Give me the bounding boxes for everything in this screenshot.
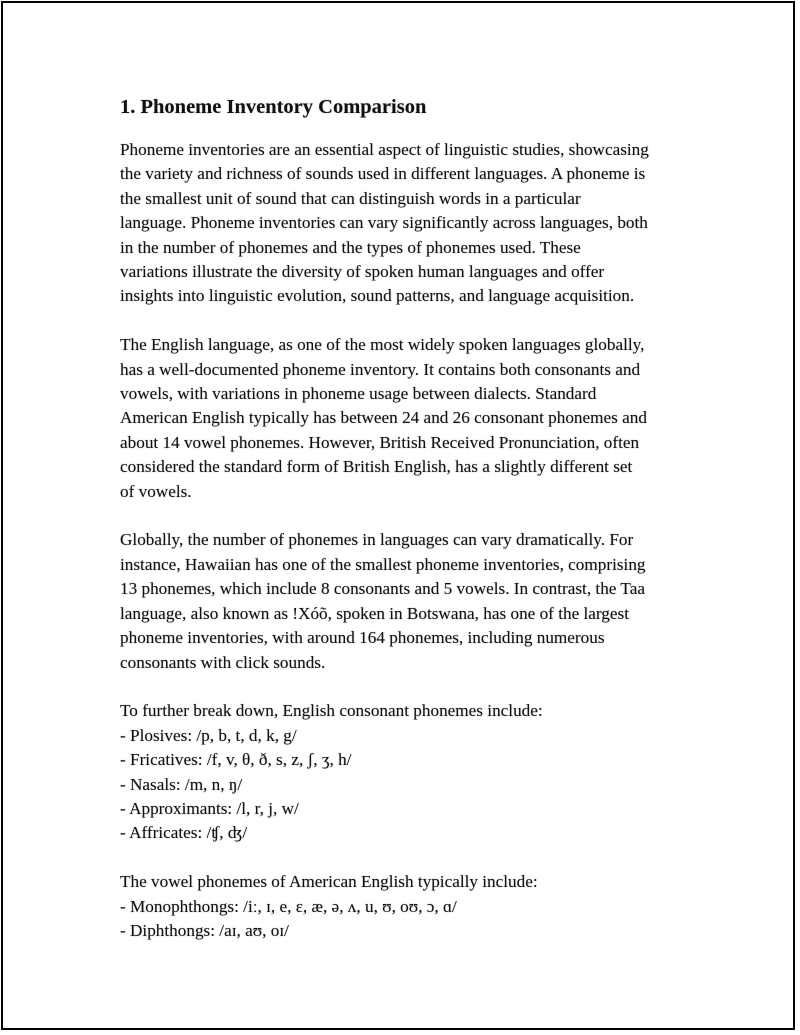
paragraph-global: Globally, the number of phonemes in languages can vary dramatically. For instance, Hawaiian has one of the smallest phoneme inventories, comprising 13 phonemes, which include 8 consonants and 5 vowels. In contrast, the Taa language, also known as !Xóõ, spoken in Botswana, has one of the largest phoneme inventories, with around 164 phonemes, including numerous consonants with click sounds.	[120, 530, 646, 672]
paragraph-vowels: The vowel phonemes of American English typically include: - Monophthongs: /iː, ɪ, e, ɛ, æ, ə, ʌ, u, ʊ, oʊ, ɔ, ɑ/ - Diphthongs: /aɪ, aʊ, oɪ/	[120, 872, 538, 940]
document-content	[119, 93, 699, 968]
paragraph-intro: Phoneme inventories are an essential aspect of linguistic studies, showcasing the variety and richness of sounds used in different languages. A phoneme is the smallest unit of sound that can distinguish words in a particular language. Phoneme inventories can vary significantly across languages, both in the number of phonemes and the types of phonemes used. These variations illustrate the diversity of spoken human languages and offer insights into linguistic evolution, sound patterns, and language acquisition.	[120, 140, 649, 306]
paragraph-english: The English language, as one of the most widely spoken languages globally, has a well-documented phoneme inventory. It contains both consonants and vowels, with variations in phoneme usage between dialects. Standard American English typically has between 24 and 26 consonant phonemes and about 14 vowel phonemes. However, British Received Pronunciation, often considered the standard form of British English, has a slightly different set of vowels.	[120, 335, 647, 501]
paragraph-consonants: To further break down, English consonant phonemes include: - Plosives: /p, b, t, d, k, g/ - Fricatives: /f, v, θ, ð, s, z, ʃ, ʒ, h/ - Nasals: /m, n, ŋ/ - Approximants: /l, r, j, w/ - Affricates: /ʧ, ʤ/	[120, 701, 543, 843]
section-title: 1. Phoneme Inventory Comparison	[120, 96, 427, 118]
document-page	[1, 1, 795, 1030]
